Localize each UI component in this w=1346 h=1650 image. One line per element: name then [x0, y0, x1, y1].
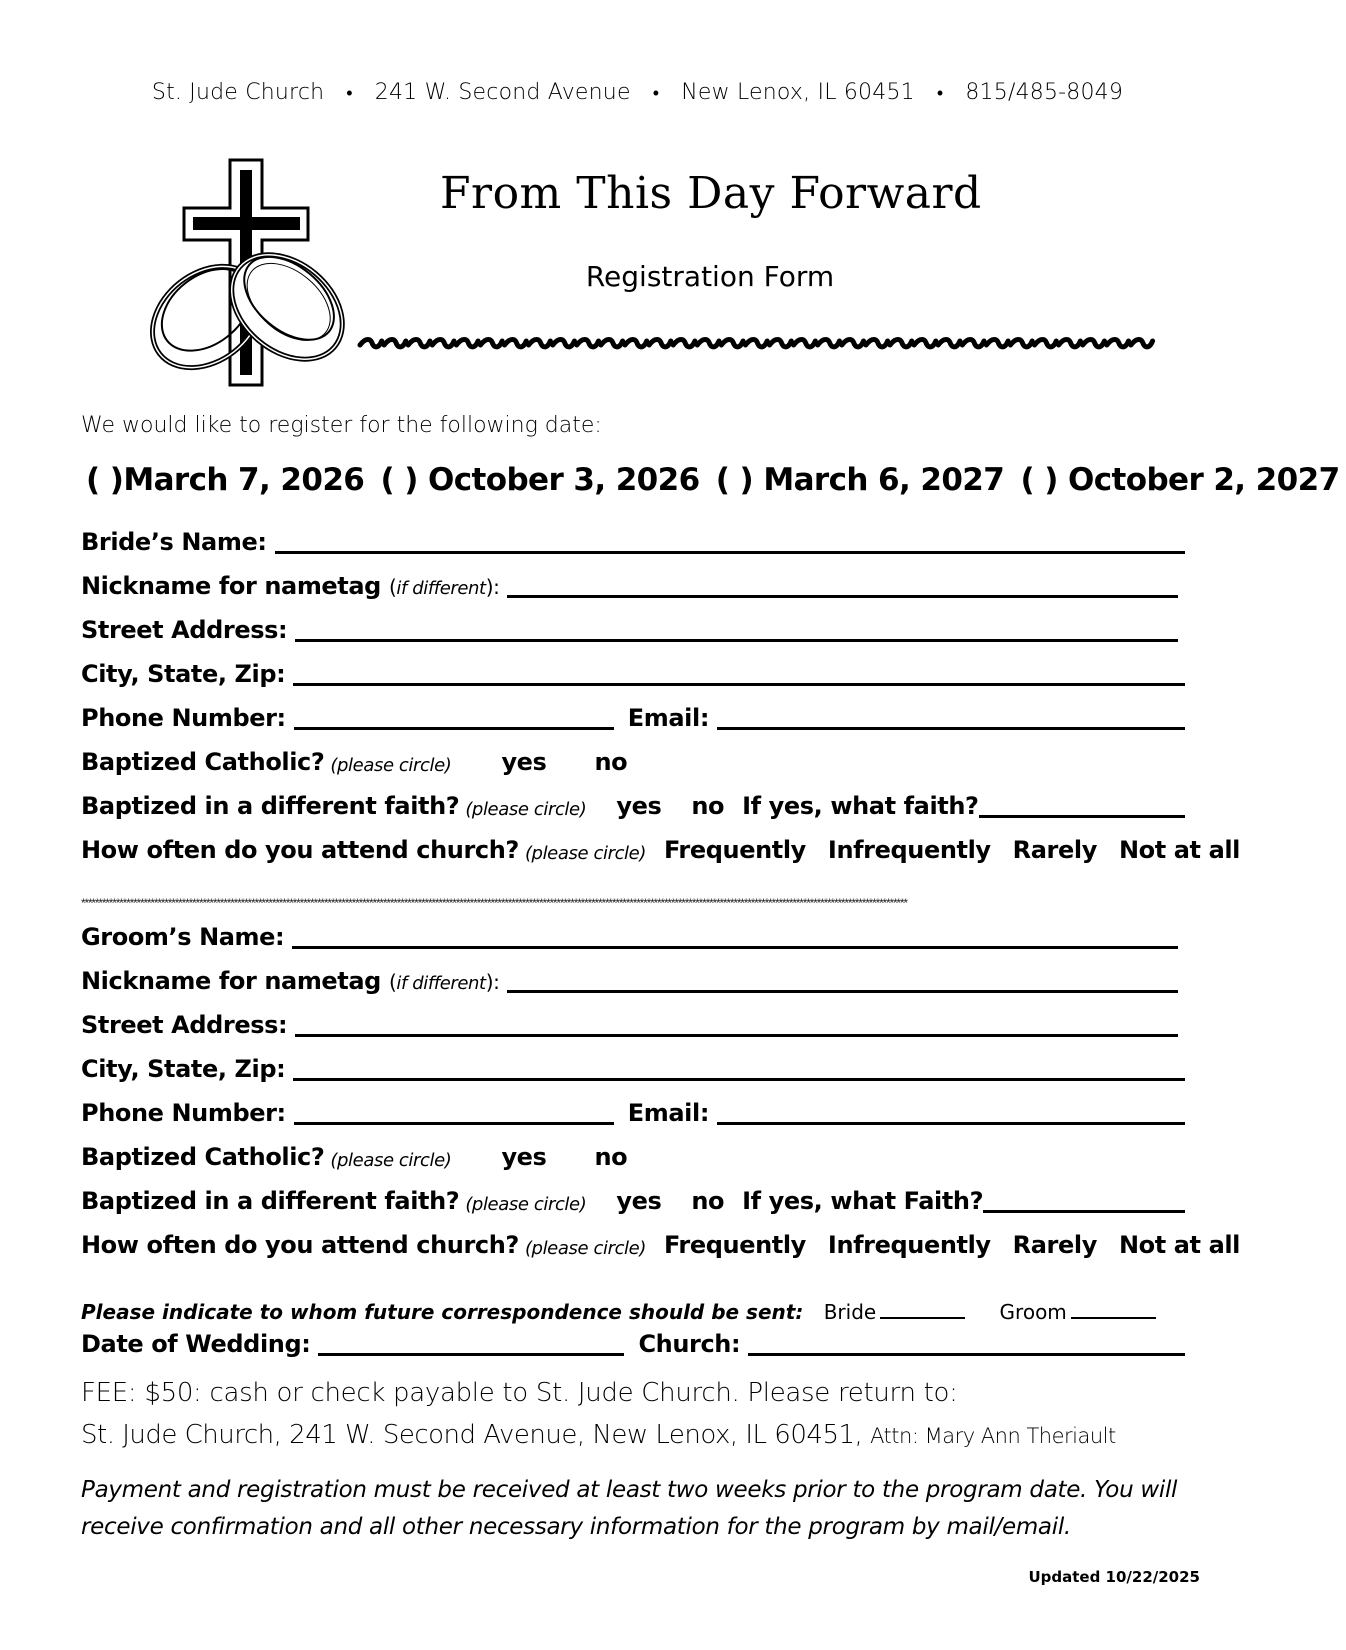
groom-city-label: City, State, Zip: [81, 1055, 286, 1083]
bride-city-row [81, 652, 1185, 688]
bride-phone-email-row [81, 696, 1185, 732]
groom-baptized-yes[interactable]: yes [501, 1143, 547, 1171]
groom-street-label: Street Address: [81, 1011, 288, 1039]
checkbox[interactable]: ( ) [715, 462, 754, 498]
bride-baptized-no[interactable]: no [594, 748, 628, 776]
wedding-church-field[interactable] [748, 1353, 1185, 1356]
groom-what-faith-label: If yes, what Faith? [742, 1187, 984, 1215]
groom-name-field[interactable] [292, 946, 1178, 949]
groom-other-faith-row [81, 1179, 1185, 1215]
groom-baptized-no[interactable]: no [594, 1143, 628, 1171]
groom-city-field[interactable] [293, 1078, 1185, 1081]
bride-phone-label: Phone Number: [81, 704, 286, 732]
circle-hint: (please circle) [465, 1194, 587, 1215]
checkbox[interactable]: ( ) [1020, 462, 1058, 498]
groom-name-label: Groom’s Name: [81, 923, 285, 951]
bride-phone-field[interactable] [294, 727, 614, 730]
bride-attend-not-at-all[interactable]: Not at all [1118, 836, 1241, 864]
groom-other-faith-label: Baptized in a different faith? [81, 1187, 460, 1215]
date-option[interactable] [1020, 462, 1339, 498]
bride-attend-label: How often do you attend church? [81, 836, 519, 864]
bride-street-row [81, 608, 1178, 644]
bride-other-faith-row [81, 784, 1185, 820]
groom-other-faith-no[interactable]: no [691, 1187, 725, 1215]
bullet-separator: • [652, 83, 660, 104]
date-option[interactable] [86, 462, 364, 498]
correspondence-bride-field[interactable] [880, 1317, 965, 1319]
circle-hint: (please circle) [330, 1150, 452, 1171]
date-label: March 7, 2026 [123, 462, 365, 498]
groom-attend-frequently[interactable]: Frequently [663, 1231, 806, 1259]
circle-hint: (please circle) [524, 843, 646, 864]
updated-date: Updated 10/22/2025 [1028, 1568, 1200, 1586]
date-option[interactable] [380, 462, 699, 498]
bride-other-faith-no[interactable]: no [691, 792, 725, 820]
groom-nickname-label: Nickname for nametag (if different): [81, 967, 500, 995]
groom-other-faith-yes[interactable]: yes [616, 1187, 662, 1215]
groom-street-field[interactable] [295, 1034, 1178, 1037]
bride-attend-rarely[interactable]: Rarely [1012, 836, 1097, 864]
groom-attend-not-at-all[interactable]: Not at all [1118, 1231, 1241, 1259]
bride-what-faith-label: If yes, what faith? [742, 792, 979, 820]
groom-attend-row [81, 1223, 1241, 1259]
church-city: New Lenox, IL 60451 [681, 80, 915, 105]
checkbox[interactable]: ( ) [86, 462, 124, 498]
page-title: From This Day Forward [440, 168, 982, 219]
date-option[interactable] [716, 462, 1004, 498]
bride-baptized-row [81, 740, 1185, 776]
wedding-date-field[interactable] [318, 1353, 624, 1356]
correspondence-groom-field[interactable] [1071, 1317, 1156, 1319]
bullet-separator: • [936, 83, 944, 104]
bride-what-faith-field[interactable] [979, 815, 1185, 818]
bride-nickname-field[interactable] [507, 595, 1178, 598]
bride-email-field[interactable] [717, 727, 1185, 730]
correspondence-row [81, 1300, 1156, 1324]
attention-name: Attn: Mary Ann Theriault [870, 1424, 1116, 1448]
bullet-separator: • [346, 83, 353, 104]
circle-hint: (please circle) [330, 755, 452, 776]
church-street: 241 W. Second Avenue [374, 80, 631, 105]
circle-hint: (please circle) [524, 1238, 646, 1259]
church-name: St. Jude Church [151, 80, 325, 105]
date-options [86, 462, 1346, 498]
groom-email-field[interactable] [717, 1122, 1185, 1125]
bride-other-faith-label: Baptized in a different faith? [81, 792, 460, 820]
fee-text: FEE: $50: cash or check payable to St. Jude Church. Please return to: [81, 1378, 958, 1408]
wedding-church-label: Church: [638, 1330, 741, 1358]
section-divider-asterisks: ********************************************************************************************************************************************************************************************************************************************** [81, 896, 907, 910]
checkbox[interactable]: ( ) [380, 462, 418, 498]
bride-attend-frequently[interactable]: Frequently [663, 836, 806, 864]
bride-street-label: Street Address: [81, 616, 288, 644]
groom-phone-label: Phone Number: [81, 1099, 286, 1127]
groom-attend-label: How often do you attend church? [81, 1231, 519, 1259]
bride-email-label: Email: [627, 704, 710, 732]
groom-nickname-row [81, 959, 1178, 995]
wedding-date-label: Date of Wedding: [81, 1330, 311, 1358]
groom-phone-email-row [81, 1091, 1185, 1127]
bride-street-field[interactable] [295, 639, 1178, 642]
groom-phone-field[interactable] [294, 1122, 614, 1125]
bride-name-field[interactable] [275, 551, 1185, 554]
church-phone: 815/485-8049 [965, 80, 1124, 105]
groom-street-row [81, 1003, 1178, 1039]
cross-and-rings-icon [145, 155, 365, 385]
decorative-squiggle-divider [358, 328, 1153, 358]
bride-nickname-row [81, 564, 1178, 600]
groom-what-faith-field[interactable] [983, 1210, 1185, 1213]
bride-baptized-yes[interactable]: yes [501, 748, 547, 776]
date-label: March 6, 2027 [763, 462, 1005, 498]
date-label: October 2, 2027 [1068, 462, 1340, 498]
date-label: October 3, 2026 [428, 462, 700, 498]
bride-attend-row [81, 828, 1241, 864]
groom-email-label: Email: [627, 1099, 710, 1127]
return-address-text: St. Jude Church, 241 W. Second Avenue, New Lenox, IL 60451, [81, 1420, 863, 1450]
bride-name-label: Bride’s Name: [81, 528, 267, 556]
church-header [0, 80, 1275, 105]
groom-city-row [81, 1047, 1185, 1083]
bride-other-faith-yes[interactable]: yes [616, 792, 662, 820]
payment-note: Payment and registration must be received at least two weeks prior to the program date. You will receive confirmation and all other necessary information for the program by mail/email. [81, 1477, 1178, 1540]
groom-name-row [81, 915, 1178, 951]
bride-attend-infrequently[interactable]: Infrequently [827, 836, 991, 864]
page-subtitle: Registration Form [585, 260, 835, 293]
return-address [81, 1420, 1116, 1450]
bride-city-label: City, State, Zip: [81, 660, 286, 688]
wedding-row [81, 1322, 1185, 1358]
intro-text: We would like to register for the following date: [81, 413, 602, 438]
correspondence-bride-label: Bride [823, 1300, 877, 1324]
circle-hint: (please circle) [465, 799, 587, 820]
groom-attend-infrequently[interactable]: Infrequently [827, 1231, 991, 1259]
groom-nickname-field[interactable] [507, 990, 1178, 993]
groom-baptized-label: Baptized Catholic? [81, 1143, 325, 1171]
bride-nickname-label: Nickname for nametag (if different): [81, 572, 500, 600]
bride-city-field[interactable] [293, 683, 1185, 686]
groom-attend-rarely[interactable]: Rarely [1012, 1231, 1097, 1259]
correspondence-prompt: Please indicate to whom future correspondence should be sent: [81, 1300, 804, 1324]
bride-name-row [81, 520, 1185, 556]
correspondence-groom-label: Groom [999, 1300, 1067, 1324]
bride-baptized-label: Baptized Catholic? [81, 748, 325, 776]
groom-baptized-row [81, 1135, 1185, 1171]
